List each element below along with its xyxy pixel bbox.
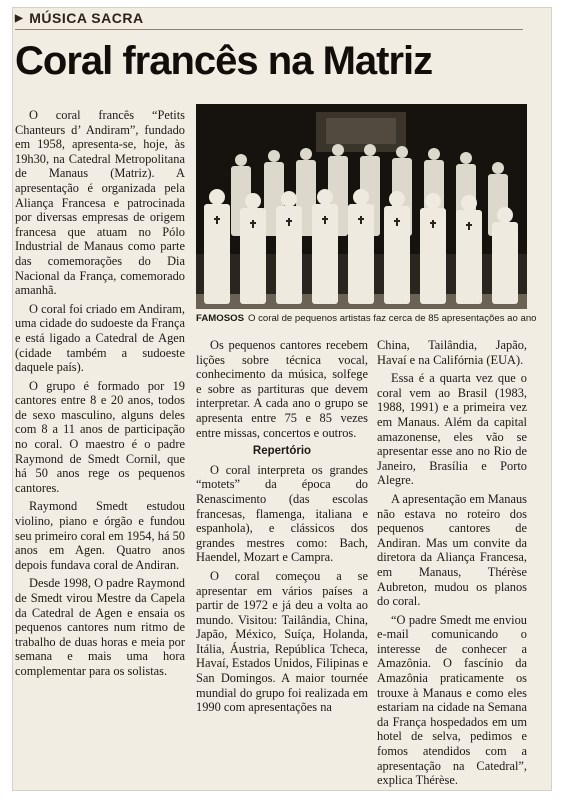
paragraph: O coral interpreta os grandes “motets” da época do Renascimento (das escolas francesas, flamenga, italiana e espanhola), e clássicos dos grandes mestres como: Bach, Haendel, Mozart e Campra.	[196, 462, 368, 565]
article-column-1	[15, 108, 185, 778]
headline: Coral francês na Matriz	[15, 39, 433, 83]
section-title: MÚSICA SACRA	[29, 10, 144, 26]
paragraph: “O padre Smedt me enviou e-mail comunicando o interesse de conhecer a Amazônia. O fascínio da Amazônia praticamente os trouxe à Manaus e como eles estariam na cidade na Semana da França hospedados em um hotel de selva, pedimos e fomos atendidos com a apresentação na Catedral”, explica Thérèse.	[377, 612, 527, 788]
paragraph: Essa é a quarta vez que o coral vem ao Brasil (1983, 1988, 1991) e a primeira vez em Manaus. Além da capital amazonense, eles vão se apresentar esse ano no Rio de Janeiro, Brasília e Porto Alegre.	[377, 371, 527, 488]
triangle-bullet-icon: ▶	[15, 12, 24, 24]
photo-caption	[196, 313, 537, 324]
paragraph: Os pequenos cantores recebem lições sobre técnica vocal, conhecimento da música, solfege e sobre as partituras que devem interpretar. A cada ano o grupo se apresenta entre 75 e 85 vezes entre missas, concertos e outros.	[196, 338, 368, 440]
subhead-repertorio: Repertório	[252, 445, 312, 458]
paragraph: China, Tailândia, Japão, Havaí e na Califórnia (EUA).	[377, 338, 527, 367]
caption-label: FAMOSOS	[196, 313, 244, 324]
paragraph: Raymond Smedt estudou violino, piano e órgão e fundou seu primeiro coral em 1954, há 50 anos em Agen. Quatro anos depois fundava coral de Andiran.	[15, 499, 185, 572]
caption-text: O coral de pequenos artistas faz cerca de 85 apresentações ao ano	[247, 313, 537, 324]
section-label	[15, 10, 523, 26]
section-rule	[15, 29, 523, 30]
article-column-3	[377, 338, 527, 788]
article-column-2	[196, 338, 368, 780]
choir-photo-image	[196, 104, 527, 309]
paragraph: A apresentação em Manaus não estava no roteiro dos pequenos cantores de Andiran. Mas um convite da diretora da Aliança Francesa, em Manaus, Thérèse Aubreton, mudou os planos do coral.	[377, 491, 527, 609]
choir-photo	[196, 104, 527, 309]
paragraph: O grupo é formado por 19 cantores entre 8 e 20 anos, todos de sexo masculino, alguns deles com 8 a 11 anos de participação no coral. O maestro é o padre Raymond de Smedt Cornil, que há 50 anos rege os pequenos cantores.	[15, 378, 185, 495]
paragraph: Desde 1998, O padre Raymond de Smedt virou Mestre da Capela da Catedral de Agen e ensaia os pequenos cantores num ritmo de trabalho de duas horas e meia por semana e mais uma hora complementar para os solistas.	[15, 576, 185, 678]
paragraph: O coral começou a se apresentar em vários países a partir de 1972 e já deu a volta ao mundo. Visitou: Tailândia, China, Japão, México, Suíça, Holanda, Itália, Áustria, República Tcheca, Havaí, Estados Unidos, Filipinas e San Domingos. A maior tournée mundial do grupo foi realizada em 1990 com apresentações na	[196, 568, 368, 715]
paragraph: O coral francês “Petits Chanteurs d’ Andiram”, fundado em 1958, apresenta-se, hoje, às 19h30, na Catedral Metropolitana de Manaus (Matriz). A apresentação é organizada pela Aliança Francesa e patrocinada por diversas empresas de origem francesa que atuam no Pólo Industrial de Manaus como parte das comemorações do Dia Nacional da França, comemorado amanhã.	[15, 108, 185, 298]
paragraph: O coral foi criado em Andiram, uma cidade do sudoeste da França e está ligado a Catedral de Agen (cidade também a sudoeste daquele país).	[15, 301, 185, 375]
